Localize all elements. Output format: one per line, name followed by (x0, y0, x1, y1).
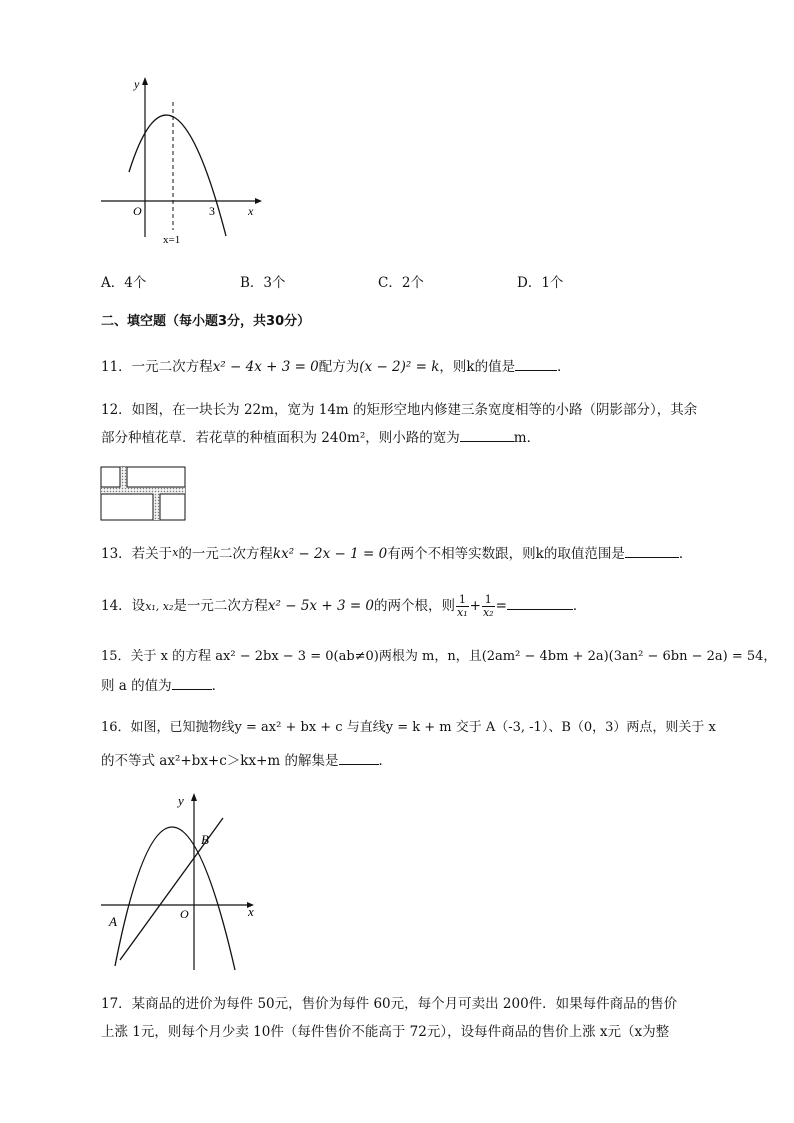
q14-fraction-1: $\frac{1}{\text{x₁}}$ (457, 593, 468, 619)
question-12-line2 (101, 427, 540, 448)
q13-answer-blank[interactable] (625, 543, 679, 558)
point-a-label: A (109, 914, 117, 929)
question-13 (101, 543, 692, 564)
x-tick-label: 3 (209, 204, 215, 218)
horizontal-road (101, 487, 185, 494)
q16-line2-suffix: ． (378, 753, 393, 769)
q14-plus: + (469, 598, 481, 614)
question-15-line2 (101, 675, 225, 696)
option-c[interactable]: C．2个 (378, 275, 424, 291)
q14-end: ． (572, 598, 587, 614)
y-axis-label: y (178, 793, 184, 808)
q11-form: (x − 2)² = k (359, 359, 440, 375)
q14-equation: x² − 5x + 3 = 0 (267, 598, 375, 614)
origin-label: O (180, 907, 189, 921)
road-diagram (100, 466, 188, 522)
q13-suffix: 有两个不相等实数跟，则k的取值范围是 (387, 546, 625, 562)
q12-line2-suffix: m． (513, 430, 541, 446)
y-axis-label: y (134, 77, 140, 91)
question-14 (101, 590, 586, 623)
q12-line2-prefix: 部分种植花草．若花草的种植面积为 240m²，则小路的宽为 (101, 430, 460, 446)
x-axis-label: x (248, 904, 254, 919)
q11-end: ． (557, 359, 571, 375)
q16-line2-prefix: 的不等式 ax²+bx+c＞kx+m 的解集是 (101, 753, 339, 769)
y-axis-arrow (142, 77, 148, 85)
q14-fraction-2: $\frac{1}{\text{x₂}}$ (482, 593, 494, 619)
q13-equation: kx² − 2x − 1 = 0 (272, 546, 388, 562)
q11-mid: 配方为 (318, 359, 360, 375)
q15-answer-blank[interactable] (172, 675, 212, 690)
parabola-graph-1 (95, 72, 265, 247)
q14-mid2: 的两个根，则 (374, 598, 456, 614)
q14-answer-blank[interactable] (507, 595, 573, 610)
x-axis-label: x (248, 204, 254, 218)
q11-prefix: 11．一元二次方程 (101, 359, 213, 375)
vertical-road-top (120, 467, 127, 487)
option-b[interactable]: B．3个 (240, 275, 286, 291)
q15-line2-prefix: 则 a 的值为 (101, 678, 172, 694)
symmetry-axis-label: x=1 (163, 234, 181, 246)
vertical-road-bottom (153, 494, 160, 520)
parabola-line-graph (98, 788, 268, 976)
q17-line2: 上涨 1元，则每个月少卖 10件（每件售价不能高于 72元），设每件商品的售价上涨 x元（x为整 (101, 1024, 670, 1040)
point-b-label: B (201, 832, 209, 847)
x-axis-arrow (255, 198, 262, 204)
parabola-curve (115, 827, 235, 970)
q17-line1: 17．某商品的进价为每件 50元，售价为每件 60元，每个月可卖出 200件．如果每件商品的售价 (101, 996, 678, 1012)
q14-prefix: 14．设 (101, 598, 146, 614)
y-axis-arrow (191, 793, 197, 801)
origin-label: O (133, 204, 142, 218)
q11-suffix: ，则k的值是 (439, 359, 516, 375)
q13-prefix: 13．若关于 (101, 546, 173, 562)
q12-line1: 12．如图，在一块长为 22m，宽为 14m 的矩形空地内修建三条宽度相等的小路（阴影部分），其余 (101, 402, 698, 418)
q14-roots: x₁, x₂ (145, 600, 174, 613)
q13-var: x (172, 546, 179, 559)
q16-answer-blank[interactable] (339, 750, 379, 765)
option-d[interactable]: D．1个 (517, 275, 564, 291)
q13-end: ． (678, 546, 693, 562)
q14-equals: = (495, 598, 507, 614)
q13-mid: 的一元二次方程 (178, 546, 273, 562)
section-title: 二、填空题（每小题3分，共30分） (101, 314, 311, 329)
q11-equation: x² − 4x + 3 = 0 (212, 359, 319, 375)
q12-answer-blank[interactable] (460, 427, 514, 442)
question-16-line2 (101, 750, 392, 771)
question-11 (101, 356, 571, 377)
q16-line1: 16．如图，已知抛物线y = ax² + bx + c 与直线y = k + m 交于 A（-3, -1）、B（0，3）两点，则关于 x (101, 720, 716, 735)
q15-line2-suffix: ． (211, 678, 226, 694)
q11-answer-blank[interactable] (515, 356, 557, 371)
q14-mid: 是一元二次方程 (173, 598, 268, 614)
option-a[interactable]: A．4个 (101, 275, 147, 291)
q15-line1: 15．关于 x 的方程 ax² − 2bx − 3 = 0(ab≠0)两根为 m，n，且(2am² − 4bm + 2a)(3an² − 6bn − 2a) = 54， (101, 649, 777, 664)
